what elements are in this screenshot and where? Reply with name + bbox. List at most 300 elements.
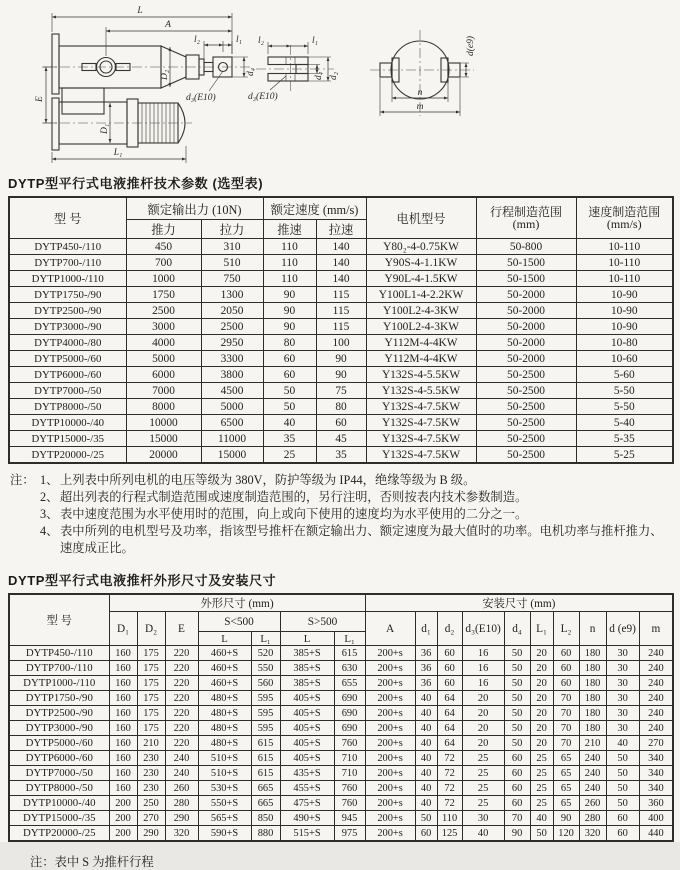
value-cell: 405+S [280, 691, 334, 706]
value-cell: 30 [606, 691, 639, 706]
value-cell: 290 [165, 811, 198, 826]
value-cell: 665 [251, 781, 280, 796]
value-cell: 40 [263, 415, 316, 431]
model-cell: DYTP2500-/90 [9, 303, 126, 319]
value-cell: 90 [316, 351, 366, 367]
value-cell: 50-2000 [476, 303, 576, 319]
value-cell: 30 [462, 811, 504, 826]
col-D2: D₂ [137, 612, 165, 646]
value-cell: 110 [263, 271, 316, 287]
table2-title: DYTP型平行式电液推杆外形尺寸及安装尺寸 [8, 573, 277, 588]
value-cell: 595 [251, 706, 280, 721]
dim-label-d3: d₃(E10) [186, 93, 216, 103]
model-cell: DYTP3000-/90 [9, 319, 126, 335]
value-cell: 405+S [280, 706, 334, 721]
value-cell: 200 [109, 811, 137, 826]
value-cell: 160 [109, 721, 137, 736]
value-cell: 615 [251, 736, 280, 751]
value-cell: 690 [334, 721, 365, 736]
value-cell: 50 [606, 751, 639, 766]
value-cell: 340 [639, 751, 673, 766]
value-cell: 70 [553, 721, 579, 736]
table2-note [30, 852, 680, 870]
table-row [9, 721, 673, 736]
value-cell: 450 [126, 239, 201, 255]
model-cell: DYTP15000-/35 [9, 811, 109, 826]
dim-label-D1: D₁ [100, 123, 110, 134]
table-row [9, 335, 673, 351]
model-cell: DYTP450-/110 [9, 239, 126, 255]
model-cell: DYTP1000-/110 [9, 676, 109, 691]
col-speed-range-line2: (mm/s) [606, 217, 642, 231]
value-cell: 200 [109, 796, 137, 811]
value-cell: 10000 [126, 415, 201, 431]
value-cell: 50 [504, 661, 530, 676]
value-cell: 510+S [198, 751, 251, 766]
value-cell: 240 [639, 676, 673, 691]
value-cell: 6500 [201, 415, 263, 431]
value-cell: 200+s [365, 736, 415, 751]
value-cell: 20 [462, 706, 504, 721]
col-speed-range [576, 197, 673, 239]
value-cell: 20 [462, 736, 504, 751]
table-row [9, 255, 673, 271]
model-cell: DYTP5000-/60 [9, 736, 109, 751]
technical-drawings [0, 0, 680, 170]
table-row [9, 399, 673, 415]
dim-label-l1: l₁ [312, 36, 318, 46]
value-cell: 230 [137, 751, 165, 766]
col-L1-gt: L₁ [334, 632, 365, 646]
value-cell: 50-2500 [476, 383, 576, 399]
dim-label-l2: l₂ [258, 36, 264, 46]
col-model: 型 号 [9, 197, 126, 239]
value-cell: 110 [263, 255, 316, 271]
value-cell: 40 [462, 826, 504, 842]
actuator-side-view [35, 6, 256, 163]
value-cell: 180 [579, 646, 606, 661]
col-push-speed: 推速 [263, 220, 316, 239]
value-cell: 72 [437, 796, 462, 811]
value-cell: 25 [530, 751, 553, 766]
table-row [9, 676, 673, 691]
value-cell: 140 [316, 255, 366, 271]
dim-label-d4: d₄ [314, 71, 324, 80]
value-cell: 5-60 [576, 367, 673, 383]
value-cell: 50-2500 [476, 399, 576, 415]
model-cell: DYTP4000-/80 [9, 335, 126, 351]
value-cell: 15000 [126, 431, 201, 447]
value-cell: 80 [316, 399, 366, 415]
table-row [9, 766, 673, 781]
value-cell: 35 [263, 431, 316, 447]
value-cell: 64 [437, 691, 462, 706]
value-cell: 4000 [126, 335, 201, 351]
value-cell: 10-110 [576, 239, 673, 255]
table1-notes [10, 472, 670, 557]
note-prefix-spacer [10, 523, 40, 557]
model-cell: DYTP6000-/60 [9, 751, 109, 766]
value-cell: 90 [553, 811, 579, 826]
note-item-2 [10, 489, 670, 506]
model-cell: DYTP3000-/90 [9, 721, 109, 736]
value-cell: 30 [606, 706, 639, 721]
value-cell: 60 [606, 826, 639, 842]
value-cell: 20 [530, 676, 553, 691]
col-stroke-range-line1: 行程制造范围 [490, 204, 563, 219]
value-cell: 3300 [201, 351, 263, 367]
value-cell: 5000 [201, 399, 263, 415]
value-cell: 5-50 [576, 383, 673, 399]
table-row [9, 287, 673, 303]
value-cell: 40 [415, 751, 437, 766]
value-cell: 50 [504, 691, 530, 706]
col-E: E [165, 612, 198, 646]
value-cell: 50 [504, 706, 530, 721]
value-cell: 100 [316, 335, 366, 351]
value-cell: Y132S-4-7.5KW [366, 415, 476, 431]
value-cell: 45 [316, 431, 366, 447]
model-cell: DYTP10000-/40 [9, 796, 109, 811]
value-cell: 240 [639, 706, 673, 721]
value-cell: 20 [530, 721, 553, 736]
value-cell: 200+s [365, 811, 415, 826]
value-cell: 220 [165, 706, 198, 721]
value-cell: 140 [316, 239, 366, 255]
value-cell: 20 [462, 691, 504, 706]
value-cell: 160 [109, 706, 137, 721]
value-cell: 975 [334, 826, 365, 842]
value-cell: 20 [530, 646, 553, 661]
value-cell: 20000 [126, 447, 201, 464]
table-row [9, 447, 673, 464]
value-cell: 65 [553, 751, 579, 766]
value-cell: 405+S [280, 721, 334, 736]
value-cell: 385+S [280, 676, 334, 691]
table-row [9, 367, 673, 383]
value-cell: 20 [530, 706, 553, 721]
dim-label-l1: l₁ [236, 35, 242, 45]
col-pull-speed: 拉速 [316, 220, 366, 239]
value-cell: 50 [504, 736, 530, 751]
value-cell: 60 [437, 676, 462, 691]
value-cell: 435+S [280, 766, 334, 781]
note-prefix-spacer [10, 489, 40, 506]
value-cell: 50-2000 [476, 319, 576, 335]
value-cell: 615 [334, 646, 365, 661]
value-cell: 250 [137, 796, 165, 811]
model-cell: DYTP15000-/35 [9, 431, 126, 447]
value-cell: 200+s [365, 751, 415, 766]
model-cell: DYTP8000-/50 [9, 781, 109, 796]
value-cell: 50-2500 [476, 447, 576, 464]
value-cell: 480+S [198, 736, 251, 751]
value-cell: 200+s [365, 781, 415, 796]
value-cell: 40 [415, 706, 437, 721]
value-cell: 270 [639, 736, 673, 751]
value-cell: 50 [504, 676, 530, 691]
value-cell: 110 [263, 239, 316, 255]
note-item-4 [10, 523, 670, 557]
value-cell: 550+S [198, 796, 251, 811]
table-row [9, 736, 673, 751]
value-cell: 35 [316, 447, 366, 464]
value-cell: 50-2000 [476, 335, 576, 351]
col-rated-output: 额定输出力 (10N) [126, 197, 263, 220]
value-cell: 210 [579, 736, 606, 751]
col-A: A [365, 612, 415, 646]
note-number: 3、 [40, 507, 59, 521]
note-text: 表中速度范围为水平使用时的范围，向上或向下使用的速度均为水平使用的二分之一。 [60, 507, 528, 521]
group-s-lt-500: S<500 [198, 612, 280, 632]
value-cell: 60 [415, 826, 437, 842]
value-cell: 515+S [280, 826, 334, 842]
value-cell: 60 [504, 766, 530, 781]
model-cell: DYTP6000-/60 [9, 367, 126, 383]
value-cell: 210 [137, 736, 165, 751]
value-cell: 180 [579, 706, 606, 721]
value-cell: 945 [334, 811, 365, 826]
value-cell: 70 [553, 691, 579, 706]
value-cell: 40 [606, 736, 639, 751]
value-cell: 50-2000 [476, 351, 576, 367]
dim-label-l2: l₂ [194, 35, 200, 45]
value-cell: Y90L-4-1.5KW [366, 271, 476, 287]
value-cell: 60 [263, 351, 316, 367]
value-cell: 4500 [201, 383, 263, 399]
model-cell: DYTP450-/110 [9, 646, 109, 661]
table-row [9, 781, 673, 796]
dim-label-A: A [165, 20, 171, 30]
value-cell: 200+s [365, 721, 415, 736]
value-cell: 125 [437, 826, 462, 842]
value-cell: 65 [553, 781, 579, 796]
value-cell: 10-110 [576, 271, 673, 287]
value-cell: Y100L1-4-2.2KW [366, 287, 476, 303]
value-cell: 90 [263, 303, 316, 319]
value-cell: 15000 [201, 447, 263, 464]
dim-label-D2: D₂ [160, 69, 170, 80]
value-cell: 60 [553, 646, 579, 661]
model-cell: DYTP7000-/50 [9, 766, 109, 781]
value-cell: 2050 [201, 303, 263, 319]
value-cell: 72 [437, 781, 462, 796]
value-cell: 690 [334, 691, 365, 706]
value-cell: 595 [251, 691, 280, 706]
value-cell: 10-110 [576, 255, 673, 271]
value-cell: 850 [251, 811, 280, 826]
value-cell: 30 [606, 661, 639, 676]
col-pull-force: 拉力 [201, 220, 263, 239]
value-cell: 7000 [126, 383, 201, 399]
value-cell: 220 [165, 661, 198, 676]
value-cell: Y100L2-4-3KW [366, 303, 476, 319]
value-cell: 455+S [280, 781, 334, 796]
value-cell: 200+s [365, 646, 415, 661]
model-cell: DYTP8000-/50 [9, 399, 126, 415]
dim-label-d2: d₂ [329, 71, 339, 80]
value-cell: 180 [579, 676, 606, 691]
value-cell: 460+S [198, 646, 251, 661]
value-cell: 10-60 [576, 351, 673, 367]
selection-table [8, 196, 674, 464]
value-cell: Y132S-4-7.5KW [366, 431, 476, 447]
col-d-e9: d (e9) [606, 612, 639, 646]
value-cell: 175 [137, 691, 165, 706]
note-prefix: 注： [30, 855, 55, 869]
table-row [9, 751, 673, 766]
value-cell: 40 [530, 811, 553, 826]
value-cell: 200+s [365, 661, 415, 676]
value-cell: 20 [530, 661, 553, 676]
value-cell: 5000 [126, 351, 201, 367]
value-cell: 50 [530, 826, 553, 842]
value-cell: 200+s [365, 826, 415, 842]
dim-label-d3: d₃(E10) [248, 92, 278, 102]
table-row [9, 319, 673, 335]
value-cell: 25 [530, 781, 553, 796]
value-cell: 1300 [201, 287, 263, 303]
value-cell: 510 [201, 255, 263, 271]
value-cell: 40 [415, 766, 437, 781]
note-text: 超出列表的行程式制造范围或速度制造范围的，另行注明，否则按表内技术参数制造。 [60, 490, 528, 504]
value-cell: 80 [263, 335, 316, 351]
value-cell: 160 [109, 751, 137, 766]
value-cell: 60 [504, 751, 530, 766]
table-row [9, 271, 673, 287]
value-cell: 220 [165, 736, 198, 751]
value-cell: 200+s [365, 676, 415, 691]
value-cell: 60 [606, 811, 639, 826]
value-cell: 90 [263, 319, 316, 335]
value-cell: 200+s [365, 796, 415, 811]
col-D1: D₁ [109, 612, 137, 646]
value-cell: 65 [553, 766, 579, 781]
model-cell: DYTP20000-/25 [9, 826, 109, 842]
table-row [9, 826, 673, 842]
value-cell: Y132S-4-7.5KW [366, 447, 476, 464]
value-cell: 160 [109, 676, 137, 691]
value-cell: 36 [415, 646, 437, 661]
value-cell: 40 [415, 796, 437, 811]
value-cell: 665 [251, 796, 280, 811]
value-cell: 220 [165, 646, 198, 661]
value-cell: 180 [579, 691, 606, 706]
value-cell: 480+S [198, 706, 251, 721]
value-cell: 760 [334, 736, 365, 751]
value-cell: 70 [553, 736, 579, 751]
value-cell: 530+S [198, 781, 251, 796]
value-cell: 460+S [198, 661, 251, 676]
value-cell: 70 [504, 811, 530, 826]
value-cell: 30 [606, 676, 639, 691]
col-model: 型 号 [9, 594, 109, 646]
table-row [9, 691, 673, 706]
dim-label-d-e9: d(e9) [466, 35, 476, 56]
value-cell: 280 [579, 811, 606, 826]
value-cell: 25 [263, 447, 316, 464]
table-row [9, 351, 673, 367]
note-prefix-spacer [10, 506, 40, 523]
group-outline-dimensions: 外形尺寸 (mm) [109, 594, 365, 612]
model-cell: DYTP5000-/60 [9, 351, 126, 367]
value-cell: 310 [201, 239, 263, 255]
value-cell: 460+S [198, 676, 251, 691]
value-cell: 240 [579, 766, 606, 781]
dim-label-E: E [35, 96, 45, 102]
value-cell: 565+S [198, 811, 251, 826]
value-cell: 340 [639, 766, 673, 781]
value-cell: 1000 [126, 271, 201, 287]
value-cell: 385+S [280, 646, 334, 661]
value-cell: 440 [639, 826, 673, 842]
value-cell: 50-800 [476, 239, 576, 255]
model-cell: DYTP1750-/90 [9, 287, 126, 303]
note-item-3 [10, 506, 670, 523]
value-cell: 475+S [280, 796, 334, 811]
value-cell: 160 [109, 691, 137, 706]
value-cell: 700 [126, 255, 201, 271]
col-L-gt: L [280, 632, 334, 646]
value-cell: 240 [639, 691, 673, 706]
value-cell: 230 [137, 766, 165, 781]
value-cell: 50 [606, 781, 639, 796]
value-cell: 36 [415, 661, 437, 676]
value-cell: 10-90 [576, 287, 673, 303]
value-cell: Y132S-4-5.5KW [366, 383, 476, 399]
value-cell: 64 [437, 706, 462, 721]
value-cell: 5-50 [576, 399, 673, 415]
value-cell: 90 [316, 367, 366, 383]
value-cell: 30 [606, 721, 639, 736]
value-cell: 2500 [126, 303, 201, 319]
col-d2: d₂ [437, 612, 462, 646]
note-number: 2、 [40, 490, 59, 504]
col-L1-lt: L₁ [251, 632, 280, 646]
value-cell: 10-90 [576, 319, 673, 335]
value-cell: 340 [639, 781, 673, 796]
value-cell: 270 [137, 811, 165, 826]
value-cell: 16 [462, 676, 504, 691]
value-cell: 140 [316, 271, 366, 287]
table-row [9, 706, 673, 721]
col-d1: d₁ [415, 612, 437, 646]
col-stroke-range-line2: (mm) [512, 217, 540, 231]
table-row [9, 415, 673, 431]
value-cell: 200 [109, 826, 137, 842]
value-cell: 40 [415, 736, 437, 751]
value-cell: 280 [165, 796, 198, 811]
value-cell: 6000 [126, 367, 201, 383]
value-cell: 60 [316, 415, 366, 431]
value-cell: 405+S [280, 751, 334, 766]
value-cell: 40 [415, 691, 437, 706]
value-cell: 115 [316, 287, 366, 303]
value-cell: 60 [553, 661, 579, 676]
value-cell: 90 [263, 287, 316, 303]
value-cell: 320 [579, 826, 606, 842]
col-speed-range-line1: 速度制造范围 [588, 204, 661, 219]
value-cell: 72 [437, 751, 462, 766]
value-cell: 750 [201, 271, 263, 287]
value-cell: Y132S-4-7.5KW [366, 399, 476, 415]
value-cell: 1750 [126, 287, 201, 303]
table-row [9, 239, 673, 255]
value-cell: 50 [415, 811, 437, 826]
dim-label-d4: d₄ [246, 67, 256, 76]
table-row [9, 796, 673, 811]
model-cell: DYTP7000-/50 [9, 383, 126, 399]
